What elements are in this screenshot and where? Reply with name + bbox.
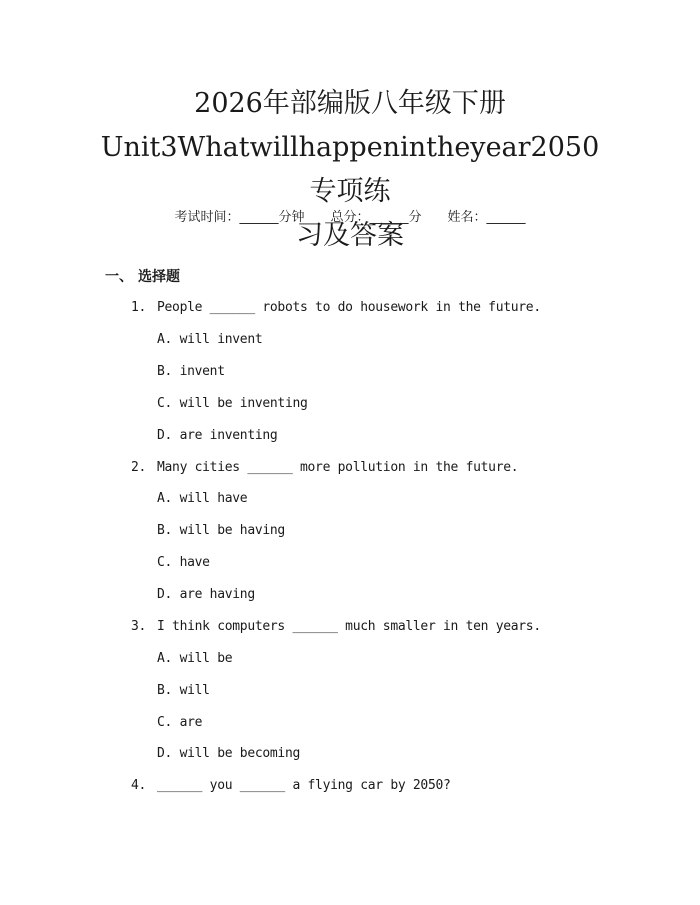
question-2-option-b: B. will be having <box>157 523 285 538</box>
section-title: 选择题 <box>138 269 180 285</box>
question-1-option-b: B. invent <box>157 364 225 379</box>
title-line-3: 习及答案 <box>296 220 404 251</box>
question-2-option-c: C. have <box>157 555 210 570</box>
question-1-option-a: A. will invent <box>157 332 263 347</box>
question-number: 1. <box>131 300 147 315</box>
question-3-option-d: D. will be becoming <box>157 746 301 761</box>
exam-score: 总分：______分 <box>330 210 422 225</box>
question-2-option-d: D. are having <box>157 587 255 602</box>
question-text: I think computers ______ much smaller in ten years. <box>157 619 541 634</box>
question-2-option-a: A. will have <box>157 491 248 506</box>
exam-time: 考试时间：______分钟 <box>174 210 305 225</box>
question-1-option-d: D. are inventing <box>157 428 278 443</box>
question-2 <box>131 460 518 475</box>
question-text: People ______ robots to do housework in the future. <box>157 300 541 315</box>
question-3-option-b: B. will <box>157 683 210 698</box>
question-number: 4. <box>131 778 147 793</box>
exam-info <box>0 206 700 225</box>
question-3-option-c: C. are <box>157 715 203 730</box>
document-title <box>90 82 610 258</box>
question-4 <box>131 778 451 793</box>
question-3 <box>131 619 541 634</box>
question-1 <box>131 300 541 315</box>
question-text: Many cities ______ more pollution in the future. <box>157 460 519 475</box>
section-heading <box>105 266 180 286</box>
section-number: 一、 <box>105 269 133 285</box>
title-line-2: Unit3Whatwillhappenintheyear2050专项练 <box>100 132 600 207</box>
question-number: 3. <box>131 619 147 634</box>
question-3-option-a: A. will be <box>157 651 233 666</box>
question-number: 2. <box>131 460 147 475</box>
question-text: ______ you ______ a flying car by 2050? <box>157 778 451 793</box>
question-1-option-c: C. will be inventing <box>157 396 308 411</box>
title-line-1: 2026年部编版八年级下册 <box>194 88 506 119</box>
exam-name: 姓名：______ <box>447 210 526 225</box>
